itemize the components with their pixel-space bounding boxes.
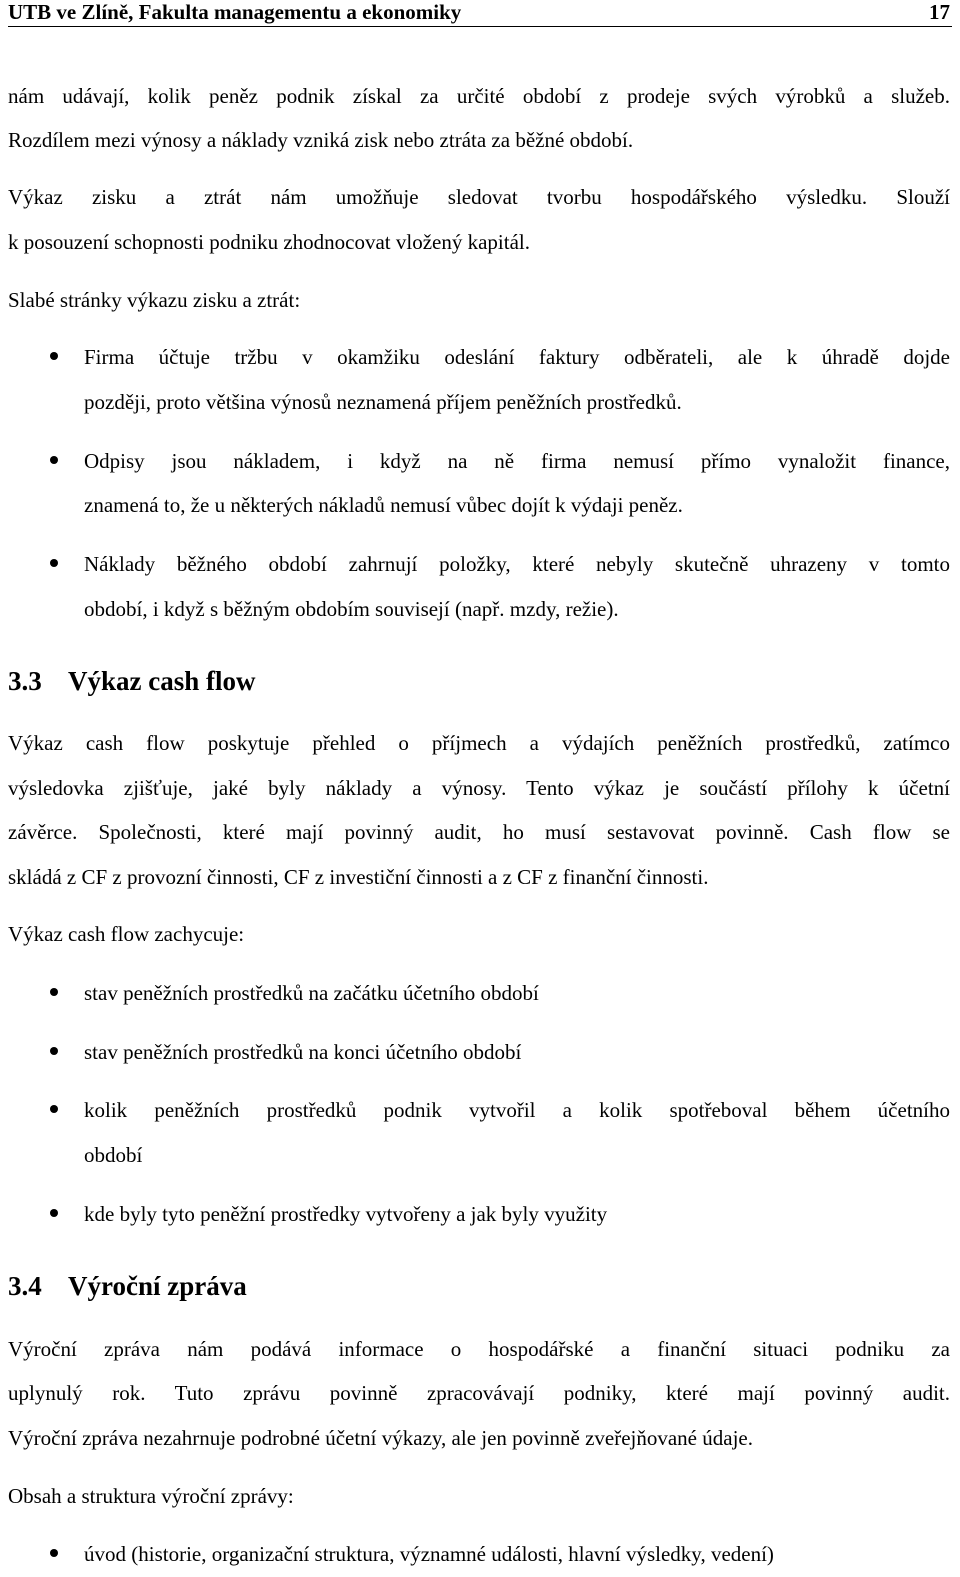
paragraph-line: Obsah a struktura výroční zprávy:	[8, 1484, 294, 1508]
bullet-icon	[50, 352, 58, 360]
paragraph-line: uplynulý rok. Tuto zprávu povinně zpracovávají podniky, které mají povinný audit.	[8, 1381, 950, 1405]
bullet-icon	[50, 456, 58, 464]
bullet-icon	[50, 1047, 58, 1055]
section-heading	[8, 1271, 247, 1301]
list-item: Odpisy jsou nákladem, i když na ně firma nemusí přímo vynaložit finance,	[84, 449, 950, 473]
paragraph-line: Výroční zpráva nám podává informace o hospodářské a finanční situaci podniku za	[8, 1337, 950, 1361]
page-number: 17	[929, 0, 950, 24]
list-item: úvod (historie, organizační struktura, významné události, hlavní výsledky, vedení)	[84, 1542, 774, 1566]
list-item: znamená to, že u některých nákladů nemusí vůbec dojít k výdaji peněz.	[84, 493, 683, 517]
list-item: stav peněžních prostředků na konci účetního období	[84, 1040, 522, 1064]
paragraph-line: Výkaz cash flow poskytuje přehled o příjmech a výdajích peněžních prostředků, zatímco	[8, 731, 950, 755]
section-title: Výroční zpráva	[68, 1271, 247, 1301]
list-item: Firma účtuje tržbu v okamžiku odeslání faktury odběrateli, ale k úhradě dojde	[84, 345, 950, 369]
header-title: UTB ve Zlíně, Fakulta managementu a ekonomiky	[8, 0, 462, 24]
bullet-icon	[50, 1105, 58, 1113]
paragraph-line: Výkaz zisku a ztrát nám umožňuje sledovat tvorbu hospodářského výsledku. Slouží	[8, 185, 950, 209]
section-title: Výkaz cash flow	[68, 666, 256, 696]
bullet-icon	[50, 988, 58, 996]
bullet-icon	[50, 1209, 58, 1217]
list-item: kolik peněžních prostředků podnik vytvořil a kolik spotřeboval během účetního	[84, 1098, 950, 1122]
paragraph-line: skládá z CF z provozní činnosti, CF z investiční činnosti a z CF z finanční činnosti.	[8, 865, 709, 889]
paragraph-line: Výroční zpráva nezahrnuje podrobné účetní výkazy, ale jen povinně zveřejňované údaje.	[8, 1426, 753, 1450]
paragraph-line: závěrce. Společnosti, které mají povinný audit, ho musí sestavovat povinně. Cash flow se	[8, 820, 950, 844]
list-item: kde byly tyto peněžní prostředky vytvořeny a jak byly využity	[84, 1202, 608, 1226]
bullet-icon	[50, 1549, 58, 1557]
list-item: Náklady běžného období zahrnují položky, které nebyly skutečně uhrazeny v tomto	[84, 552, 950, 576]
paragraph-line: Rozdílem mezi výnosy a náklady vzniká zisk nebo ztráta za běžné období.	[8, 128, 634, 152]
section-number: 3.4	[8, 1271, 42, 1301]
bullet-icon	[50, 559, 58, 567]
paragraph-line: Výkaz cash flow zachycuje:	[8, 922, 245, 946]
paragraph-line: Slabé stránky výkazu zisku a ztrát:	[8, 288, 301, 312]
list-item: stav peněžních prostředků na začátku účetního období	[84, 981, 539, 1005]
paragraph-line: k posouzení schopnosti podniku zhodnocovat vložený kapitál.	[8, 230, 530, 254]
list-item: období, i když s běžným obdobím souvisejí (např. mzdy, režie).	[84, 597, 619, 621]
list-item: později, proto většina výnosů neznamená příjem peněžních prostředků.	[84, 390, 682, 414]
page-header	[8, 0, 952, 27]
paragraph-line: nám udávají, kolik peněz podnik získal za určité období z prodeje svých výrobků a služeb.	[8, 84, 950, 108]
paragraph-line: výsledovka zjišťuje, jaké byly náklady a výnosy. Tento výkaz je součástí přílohy k účetní	[8, 776, 950, 800]
section-number: 3.3	[8, 666, 42, 696]
list-item: období	[84, 1143, 143, 1167]
section-heading	[8, 666, 256, 696]
